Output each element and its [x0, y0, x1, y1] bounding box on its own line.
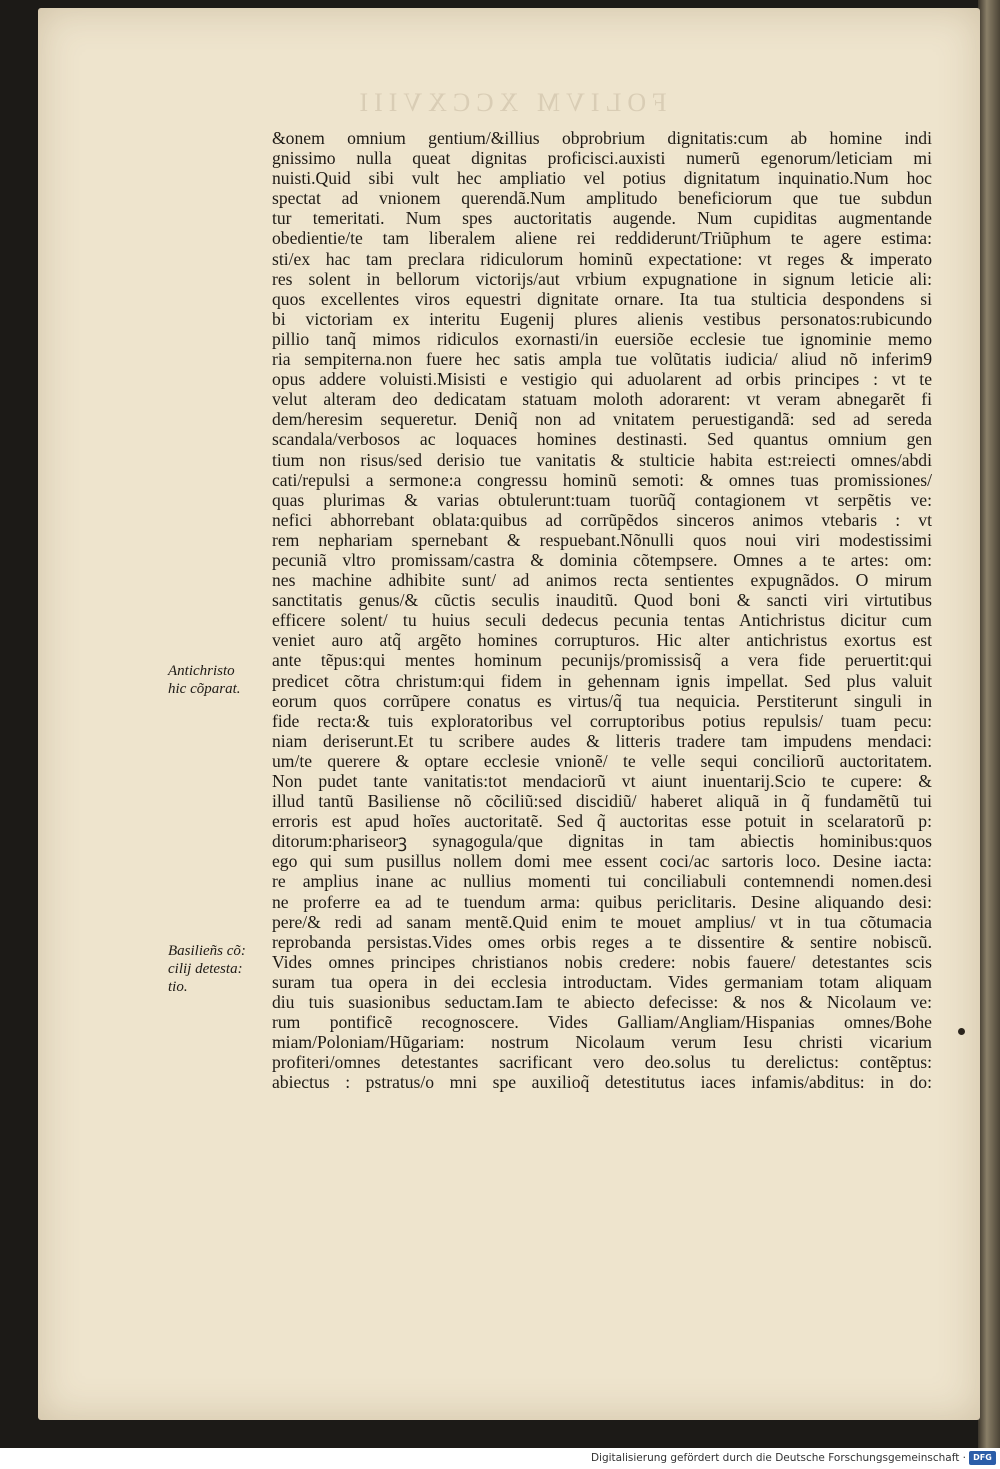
text-line: um/te querere & optare ecclesie vnionẽ/ te velle sequi conciliorũ auctoritatem. [272, 750, 932, 771]
text-line: tur temeritati. Num spes auctoritatis augende. Num cupiditas augmentande [272, 208, 932, 229]
text-line: &onem omnium gentium/&illius obprobrium dignitatis:cum ab homine indi [272, 128, 932, 148]
text-line: abiectus : pstratus/o mni spe auxilioq̃ detestitutus iaces infamis/abditus: in do: [272, 1072, 932, 1093]
text-line: rem nephariam spernebant & respuebant.Nõnulli quos noui viri modestissimi [272, 529, 932, 550]
text-line: pere/& redi ad sanam mentẽ.Quid enim te mouet amplius/ vt in tua cõtumacia [272, 911, 932, 932]
dfg-logo: DFG [969, 1451, 996, 1465]
marginal-line: tio. [168, 979, 188, 995]
text-line: eorum quos corrũpere conatus es virtus/q̃ tua nequicia. Perstiterunt singuli in [272, 690, 932, 711]
marginal-line: hic cõparat. [168, 681, 241, 697]
marginal-note-antichristo [168, 662, 268, 698]
text-line: illud tantũ Basiliense nõ cõciliũ:sed discidiũ/ haberet aliquã in q̃ fundamẽtũ tui [272, 791, 932, 812]
page-edge [978, 0, 1000, 1448]
marginal-line: Antichristo [168, 663, 235, 679]
text-line: efficere solent/ tu huius seculi dedecus pecunia tentas Antichristus dicitur cum [272, 610, 932, 631]
text-line: bi victoriam ex interitu Eugenij plures alienis vestibus personatos:rubicundo [272, 308, 932, 329]
text-line: nes machine adhibite sunt/ ad animos recta sentientes expugnãdos. O mirum [272, 570, 932, 591]
text-line: ria sempiterna.non fuere hec satis ampla tue volũtatis iudicia/ aliud nõ inferim9 [272, 349, 932, 370]
text-line: niam deriserunt.Et tu scribere audes & litteris tradere tam impudens mendaci: [272, 730, 932, 751]
text-line: predicet cõtra christum:qui fidem in gehennam ignis impellat. Sed plus valuit [272, 670, 932, 691]
text-line: profiteri/omnes detestantes sacrificant vero deo.solus tu derelictus: contẽptus: [272, 1052, 932, 1073]
text-line: tium non risus/sed derisio tue vanitatis & stulticie habita est:reiecti omnes/abdi [272, 449, 932, 470]
text-line: diu tuis suasionibus seductam.Iam te abiecto defecisse: & nos & Nicolaum ve: [272, 992, 932, 1013]
text-line: ante tẽpus:qui mentes hominum pecunijs/promissisq̃ a vera fide peruertit:qui [272, 650, 932, 671]
text-line: re amplius inane ac nullius momenti tui conciliabuli contemnendi nomen.desi [272, 871, 932, 892]
text-line: ne proferre ea ad te tuendum arma: quibus periclitaris. Desine aliquando desi: [272, 891, 932, 912]
text-line: suram tua opera in dei ecclesia introductam. Vides germaniam totam aliquam [272, 971, 932, 992]
text-line: obedientie/te tam liberalem aliene rei reddiderunt/Triũphum te agere estima: [272, 228, 932, 249]
marginal-line: Basilieñs cõ: [168, 943, 246, 959]
text-line: veniet auro atq̃ argẽto homines corrupturos. Hic alter antichristus exortus est [272, 630, 932, 651]
text-line: scandala/verbosos ac loquaces homines destinasti. Sed quantus omnium gen [272, 429, 932, 450]
text-line: pillio tanq̃ mimos ridiculos exornasti/in euersiõe ecclesie tue ignominie memo [272, 328, 932, 349]
text-line: velut alteram deo dedicatam statuam moloth adorarent: vt veram abnegarẽt fi [272, 389, 932, 410]
ink-spot [958, 1028, 965, 1035]
text-line: quos excellentes viros equestri dignitate ornare. Ita tua stulticia despondens si [272, 288, 932, 309]
text-line: rum pontificẽ recognoscere. Vides Galliam/Angliam/Hispanias omnes/Bohe [272, 1012, 932, 1033]
text-line: res solent in bellorum victorijs/aut vrbium expugnatione in signum leticie ali: [272, 268, 932, 289]
text-line: nefici abhorrebant oblata:quibus ad corrũpẽdos sinceros animos vtebaris : vt [272, 509, 932, 530]
text-line: dem/heresim sequeretur. Deniq̃ non ad vnitatem peruestigandã: sed ad sereda [272, 409, 932, 430]
footer-credit: Digitalisierung gefördert durch die Deutsche Forschungsgemeinschaft · [590, 1452, 966, 1464]
text-line: gnissimo nulla queat dignitas proficisci.auxisti numerũ egenorum/leticiam mi [272, 148, 932, 169]
text-line: Vides omnes principes christianos nobis credere: nobis fauere/ detestantes scis [272, 951, 932, 972]
footer-bar [0, 1448, 1000, 1469]
marginal-note-basiliensis [168, 942, 268, 996]
text-line: spectat ad vnionem querendã.Num amplitudo beneficiorum que tue subdun [272, 188, 932, 209]
text-line: miam/Poloniam/Hũgariam: nostrum Nicolaum verum Iesu christi vicarium [272, 1032, 932, 1053]
text-line: nuisti.Quid sibi vult hec ampliatio vel potius dignitatum inquinatio.Num hoc [272, 168, 932, 189]
bleed-through-header: FOLIVM XCCXVIII [353, 88, 667, 117]
text-line: ego qui sum pusillus nollem domi mee essent coci/ac sartoris loco. Desine iacta: [272, 851, 932, 872]
text-line: reprobanda persistas.Vides omes orbis reges a te dissentire & sentire nobiscũ. [272, 931, 932, 952]
text-line: sanctitatis genus/& cũctis seculis inauditũ. Quod boni & sancti viri virtutibus [272, 590, 932, 611]
text-line: cati/repulsi a sermone:a congressu hominũ semoti: & omnes tuas promissiones/ [272, 469, 932, 490]
text-line: opus addere voluisti.Misisti e vestigio qui aduolarent ad orbis principes : vt te [272, 369, 932, 390]
text-line: erroris est apud hoĩes auctoritatẽ. Sed q̃ auctoritas esse potuit in scelaratorũ p: [272, 811, 932, 832]
text-line: ditorum:phariseorꝫ synagogula/que dignitas in tam abiectis hominibus:quos [272, 831, 932, 852]
text-line: sti/ex hac tam preclara ridiculorum hominũ expectatione: vt reges & imperato [272, 248, 932, 269]
text-line: Non pudet tante vanitatis:tot mendaciorũ vt aiunt inuentarij.Scio te cupere: & [272, 771, 932, 791]
marginal-line: cilij detesta: [168, 961, 243, 977]
text-line: pecuniã vltro promissam/castra & dominia cõtempsere. Omnes a te artes: om: [272, 549, 932, 570]
text-line: quas plurimas & varias obtulerunt:tuam tuorũq̃ contagionem vt serpẽtis ve: [272, 489, 932, 510]
main-text-block [272, 128, 932, 1093]
text-line: fide recta:& tuis exploratoribus vel corruptoribus potius repulsis/ tuam pecu: [272, 710, 932, 731]
